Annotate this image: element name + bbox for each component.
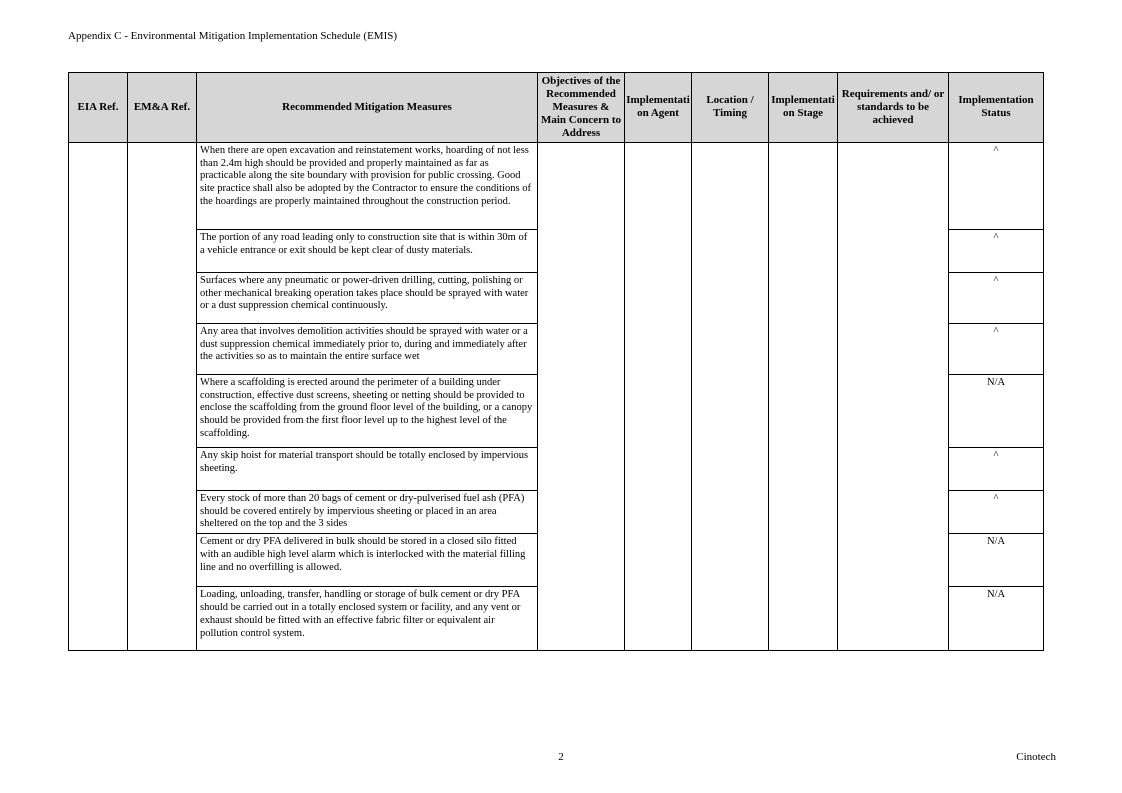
status-cell: ^ [949,447,1044,490]
emis-table [68,72,1044,651]
col-header-objectives: Objectives of the Recommended Measures & Main Concern to Address [538,73,625,143]
ema-ref-cell [128,142,197,650]
requirements-cell [838,142,949,650]
status-cell: ^ [949,490,1044,533]
col-header-implementation-stage: Implementation Stage [769,73,838,143]
col-header-ema-ref: EM&A Ref. [128,73,197,143]
location-timing-cell [692,142,769,650]
col-header-requirements: Requirements and/ or standards to be achieved [838,73,949,143]
measure-cell: The portion of any road leading only to construction site that is within 30m of a vehicle entrance or exit should be kept clear of dusty materials. [197,229,538,272]
col-header-implementation-status: Implementation Status [949,73,1044,143]
measure-cell: Any skip hoist for material transport should be totally enclosed by impervious sheeting. [197,447,538,490]
measure-cell: Where a scaffolding is erected around the perimeter of a building under construction, effective dust screens, sheeting or netting should be provided to enclose the scaffolding from the ground floor level of the building, or a canopy should be provided from the first floor level up to the highest level of the scaffolding. [197,374,538,447]
col-header-implementation-agent: Implementation Agent [625,73,692,143]
header-row [69,73,1044,143]
col-header-eia-ref: EIA Ref. [69,73,128,143]
status-cell: N/A [949,587,1044,651]
measure-cell: Every stock of more than 20 bags of cement or dry-pulverised fuel ash (PFA) should be covered entirely by impervious sheeting or placed in an area sheltered on the top and the 3 sides [197,490,538,533]
col-header-location-timing: Location / Timing [692,73,769,143]
implementation-stage-cell [769,142,838,650]
measure-cell: Any area that involves demolition activities should be sprayed with water or a dust suppression chemical immediately prior to, during and immediately after the activities so as to maintain the entire surface wet [197,323,538,374]
table-row [69,142,1044,229]
emis-table-container [68,72,1044,651]
implementation-agent-cell [625,142,692,650]
measure-cell: When there are open excavation and reinstatement works, hoarding of not less than 2.4m high should be provided and properly maintained as far as practicable along the site boundary with provision for public crossing. Good site practice shall also be adopted by the Contractor to ensure the conditions of the hoardings are properly maintained throughout the construction period. [197,142,538,229]
document-title: Appendix C - Environmental Mitigation Implementation Schedule (EMIS) [68,30,398,42]
eia-ref-cell [69,142,128,650]
status-cell: ^ [949,229,1044,272]
measure-cell: Surfaces where any pneumatic or power-driven drilling, cutting, polishing or other mechanical breaking operation takes place should be sprayed with water or a dust suppression chemical continuously. [197,272,538,323]
status-cell: N/A [949,534,1044,587]
measure-cell: Cement or dry PFA delivered in bulk should be stored in a closed silo fitted with an audible high level alarm which is interlocked with the material filling line and no overfilling is allowed. [197,534,538,587]
status-cell: ^ [949,323,1044,374]
status-cell: ^ [949,142,1044,229]
table-body [69,142,1044,650]
page-number: 2 [558,751,564,763]
status-cell: N/A [949,374,1044,447]
footer-company: Cinotech [1016,751,1056,763]
objectives-cell [538,142,625,650]
measure-cell: Loading, unloading, transfer, handling or storage of bulk cement or dry PFA should be carried out in a totally enclosed system or facility, and any vent or exhaust should be fitted with an effective fabric filter or equivalent air pollution control system. [197,587,538,651]
status-cell: ^ [949,272,1044,323]
col-header-measures: Recommended Mitigation Measures [197,73,538,143]
